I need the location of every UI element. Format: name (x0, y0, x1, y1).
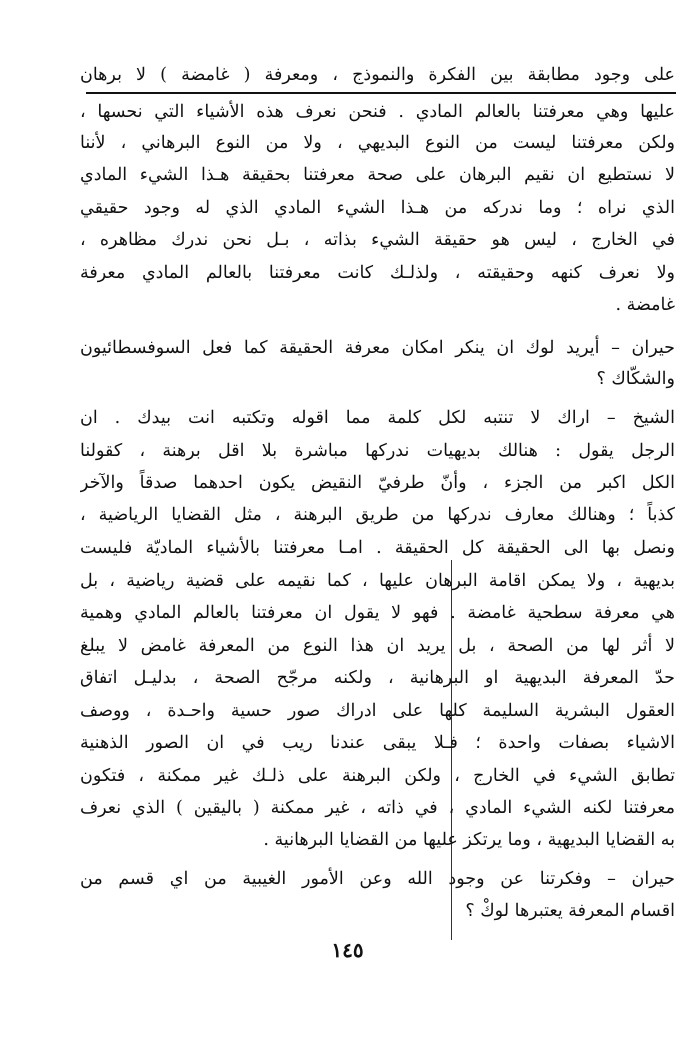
text-line: به القضايا البديهية ، وما يرتكز عليها من القضايا البرهانية . (263, 830, 675, 850)
text-line: ونصل بها الى الحقيقة كل الحقيقة . امـا معرفتنا بالأشياء الماديّة فليست (80, 538, 675, 558)
header-rule (86, 92, 676, 94)
text-line: معرفتنا لكنه الشيء المادي ، في ذاته ، غير ممكنة ( باليقين ) الذي نعرف (80, 798, 675, 818)
text-line: الاشياء بصفات واحدة ؛ فـلا يبقى عندنا ريب في ان الصور الذهنية (80, 733, 675, 753)
text-line: بديهية ، ولا يمكن اقامة البرهان عليها ، كما نقيمه على قضية رياضية ، بل (80, 571, 675, 591)
text-line: حيران – وفكرتنا عن وجود الله وعن الأمور الغيبية من اي قسم من (80, 869, 675, 889)
text-line: الرجل يقول : هنالك بديهيات ندركها مباشرة بلا اقل برهنة ، كقولنا (80, 441, 675, 461)
text-line: لا أثر لها من الصحة ، بل يريد ان هذا النوع من المعرفة غامض لا يبلغ (80, 636, 675, 656)
text-line: اقسام المعرفة يعتبرها لوكْ ؟ (465, 901, 675, 921)
text-line: حيران – أيريد لوك ان ينكر امكان معرفة الحقيقة كما فعل السوفسطائيون (80, 338, 675, 358)
text-line: حدّ المعرفة البديهية او البرهانية ، ولكنه مرجّح الصحة ، بدليـل اتفاق (80, 668, 675, 688)
text-line: ولكن معرفتنا ليست من النوع البديهي ، ولا من النوع البرهاني ، لأننا (80, 133, 675, 153)
text-line: والشكّاك ؟ (596, 369, 675, 389)
text-line: غامضة . (615, 295, 675, 315)
page-number: ١٤٥ (331, 938, 364, 962)
text-line: في الخارج ، ليس هو حقيقة الشيء بذاته ، بـل نحن ندرك مظاهره ، (80, 230, 675, 250)
text-line: الشيخ – اراك لا تنتبه لكل كلمة مما اقوله وتكتبه انت بيدك . ان (80, 408, 675, 428)
text-line: تطابق الشيء في الخارج ، ولكن البرهنة على ذلـك غير ممكنة ، فتكون (80, 766, 675, 786)
text-line: ولا نعرف كنهه وحقيقته ، ولذلـك كانت معرفتنا بالعالم المادي معرفة (80, 263, 675, 283)
text-line: لا نستطيع ان نقيم البرهان على صحة معرفتنا بحقيقة هـذا الشيء المادي (80, 165, 675, 185)
text-line: هي معرفة سطحية غامضة . فهو لا يقول ان معرفتنا بالعالم المادي وهمية (80, 603, 675, 623)
text-line: عليها وهي معرفتنا بالعالم المادي . فنحن نعرف هذه الأشياء التي نحسها ، (80, 102, 675, 122)
text-line: الكل اكبر من الجزء ، وأنّ طرفيّ النقيض يكون احدهما صدقاً والآخر (80, 473, 675, 493)
text-line: على وجود مطابقة بين الفكرة والنموذج ، ومعرفة ( غامضة ) لا برهان (80, 65, 675, 85)
text-line: كذباً ؛ وهنالك معارف ندركها من طريق البرهنة ، مثل القضايا الرياضية ، (80, 505, 675, 525)
text-line: الذي نراه ؛ وما ندركه من هـذا الشيء المادي الذي له وجود حقيقي (80, 198, 675, 218)
text-line: العقول البشرية السليمة كلها على ادراك صور حسية واحـدة ، ووصف (80, 701, 675, 721)
